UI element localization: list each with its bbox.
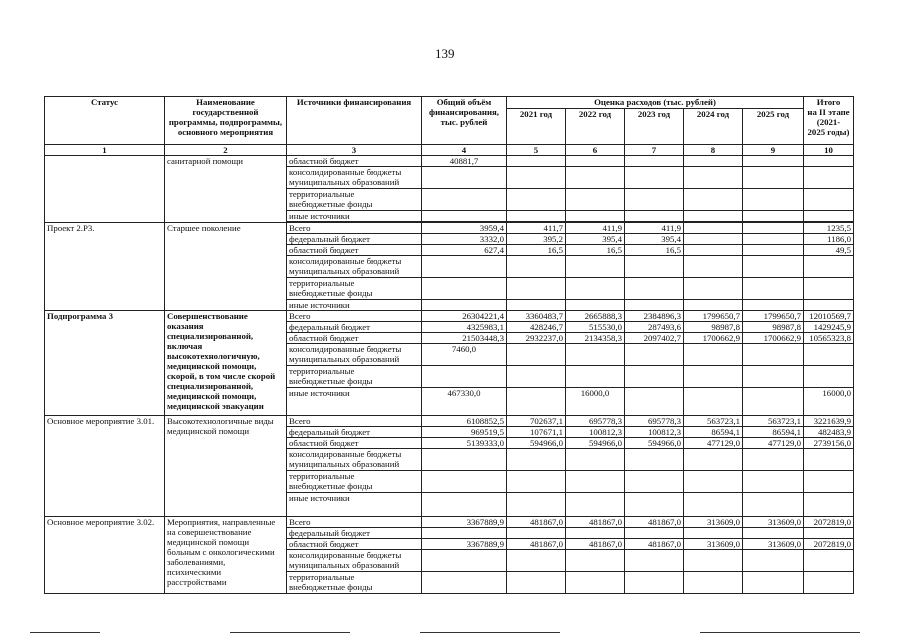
financing-table-sheet bbox=[44, 96, 854, 594]
edge-line bbox=[700, 632, 860, 633]
edge-line bbox=[420, 632, 560, 633]
header-status: Статус bbox=[45, 97, 165, 145]
header-2022: 2022 год bbox=[566, 109, 625, 145]
table-row: иные источники bbox=[45, 211, 854, 222]
table-row: территориальные внебюджетные фонды bbox=[45, 278, 854, 300]
status-cell: Основное мероприятие 3.01. bbox=[45, 416, 165, 517]
table-row: иные источники bbox=[45, 493, 854, 517]
header-itogo: Итого на II этапе (2021- 2025 годы) bbox=[804, 97, 854, 145]
name-cell: Мероприятия, направленные на совершенствование медицинской помощи больным с онкологическими заболеваниями, психическими расстройствами bbox=[165, 517, 287, 594]
status-cell: Подпрограмма 3 bbox=[45, 311, 165, 416]
header-2025: 2025 год bbox=[743, 109, 804, 145]
table-row: областной бюджет 627,4 16,5 16,5 16,5 49,5 bbox=[45, 245, 854, 256]
page-bottom-edge bbox=[0, 632, 905, 634]
table-row: консолидированные бюджеты муниципальных образований bbox=[45, 550, 854, 572]
table-row: консолидированные бюджеты муниципальных образований bbox=[45, 256, 854, 278]
status-cell: Основное мероприятие 3.02. bbox=[45, 517, 165, 594]
financing-table bbox=[44, 96, 854, 594]
header-2024: 2024 год bbox=[684, 109, 743, 145]
name-cell: Старшее поколение bbox=[165, 223, 287, 311]
table-row: консолидированные бюджеты муниципальных образований 7460,0 bbox=[45, 344, 854, 366]
header-2023: 2023 год bbox=[625, 109, 684, 145]
header-row-1 bbox=[45, 97, 854, 109]
table-row: Проект 2.Р3. Старшее поколение Всего 3959,4 411,7 411,9 411,9 1235,5 bbox=[45, 223, 854, 234]
column-number-row: 1 2 3 4 5 6 7 8 9 10 bbox=[45, 145, 854, 156]
table-row: территориальные внебюджетные фонды bbox=[45, 471, 854, 493]
table-row: областной бюджет 21503448,3 2932237,0 2134358,3 2097402,7 1700662,9 1700662,9 10565323,8 bbox=[45, 333, 854, 344]
table-row: иные источники 467330,0 16000,0 16000,0 bbox=[45, 388, 854, 416]
continuation-name: санитарной помощи bbox=[165, 156, 287, 223]
name-cell: Совершенствование оказания специализированной, включая высокотехнологичную, медицинской помощи, скорой, в том числе скорой специализированной, медицинской помощи, медицинской эвакуации bbox=[165, 311, 287, 416]
page-number: 139 bbox=[435, 46, 455, 61]
header-total: Общий объём финансирования, тыс. рублей bbox=[422, 97, 507, 145]
name-cell: Высокотехнологичные виды медицинской помощи bbox=[165, 416, 287, 517]
table-row: территориальные внебюджетные фонды bbox=[45, 572, 854, 594]
table-row: иные источники bbox=[45, 300, 854, 311]
table-row: Подпрограмма 3 Совершенствование оказания специализированной, включая высокотехнологичную, медицинской помощи, скорой, в том числе скорой специализированной, медицинской помощи, медицинской эвакуации Всего 26304221,4 3360483,7 2665888,3 2384896,3 1799650,7 1799650,7 12010569,7 bbox=[45, 311, 854, 322]
table-row: Основное мероприятие 3.01. Высокотехнологичные виды медицинской помощи Всего 6108852,5 702637,1 695778,3 695778,3 563723,1 563723,1 3221639,9 bbox=[45, 416, 854, 427]
table-row: санитарной помощи областной бюджет 40881,7 bbox=[45, 156, 854, 167]
table-row: Основное мероприятие 3.02. Мероприятия, направленные на совершенствование медицинской помощи больным с онкологическими заболеваниями, психическими расстройствами Всего 3367889,9 481867,0 481867,0 481867,0 313609,0 313609,0 2072819,0 bbox=[45, 517, 854, 528]
table-row: областной бюджет 5139333,0 594966,0 594966,0 594966,0 477129,0 477129,0 2739156,0 bbox=[45, 438, 854, 449]
table-row: федеральный бюджет 969519,5 107671,1 100812,3 100812,3 86594,1 86594,1 482483,9 bbox=[45, 427, 854, 438]
table-row: консолидированные бюджеты муниципальных образований bbox=[45, 167, 854, 189]
table-row: федеральный бюджет bbox=[45, 528, 854, 539]
table-row: федеральный бюджет 3332,0 395,2 395,4 395,4 1186,0 bbox=[45, 234, 854, 245]
edge-line bbox=[30, 632, 100, 633]
header-name: Наименование государственной программы, подпрограммы, основного мероприятия bbox=[165, 97, 287, 145]
header-estimate: Оценка расходов (тыс. рублей) bbox=[507, 97, 804, 109]
table-row: территориальные внебюджетные фонды bbox=[45, 366, 854, 388]
edge-line bbox=[230, 632, 350, 633]
status-cell: Проект 2.Р3. bbox=[45, 223, 165, 311]
table-row: областной бюджет 3367889,9 481867,0 481867,0 481867,0 313609,0 313609,0 2072819,0 bbox=[45, 539, 854, 550]
header-2021: 2021 год bbox=[507, 109, 566, 145]
header-source: Источники финансирования bbox=[287, 97, 422, 145]
table-row: консолидированные бюджеты муниципальных образований bbox=[45, 449, 854, 471]
table-row: территориальные внебюджетные фонды bbox=[45, 189, 854, 211]
table-row: федеральный бюджет 4325983,1 428246,7 515530,0 287493,6 98987,8 98987,8 1429245,9 bbox=[45, 322, 854, 333]
